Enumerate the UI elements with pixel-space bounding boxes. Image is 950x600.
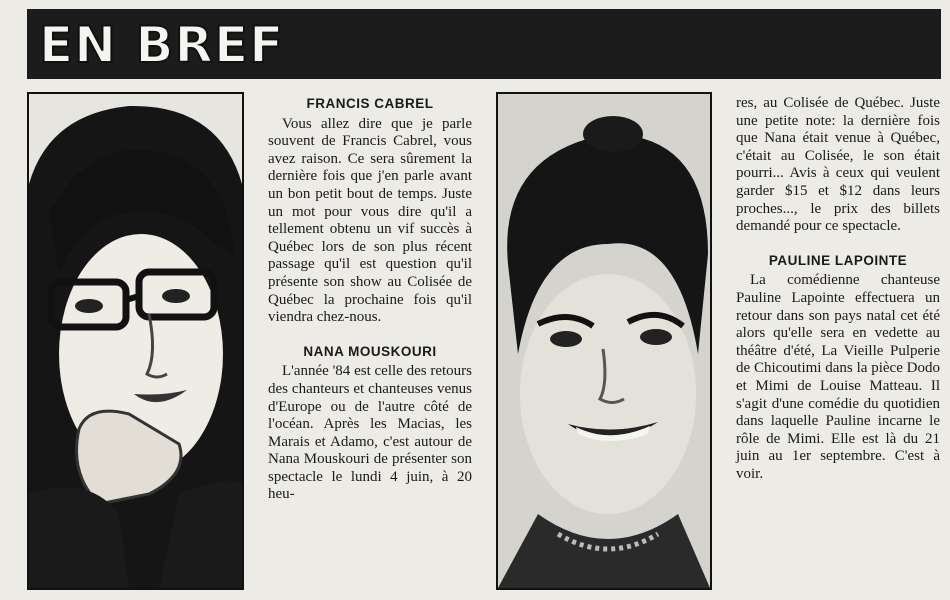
- text-column-left: [268, 95, 472, 504]
- article-body-lapointe: La comédienne chanteuse Pauline Lapointe effectuera un retour dans son pays natal cet été alors qu'elle sera en vedette au théâtre d'été, La Vieille Pulperie de Chicoutimi dans la pièce Dodo et Mimi de Louise Matteau. Il s'agit d'une comédie du quotidien dans laquelle Pauline incarne le rôle de Mimi. Elle est là du 21 juin au 1er septembre. C'est à voir.: [736, 272, 940, 482]
- article-body-mouskouri: L'année '84 est celle des retours des chanteurs et chanteuses venus d'Europe ou de l'autre côté de l'océan. Après les Macias, les Marais et Adamo, c'est autour de Nana Mouskouri de présenter son spectacle le lundi 4 juin, à 20 heu-: [268, 363, 472, 503]
- headline-lapointe: PAULINE LAPOINTE: [768, 252, 908, 268]
- section-banner: [27, 9, 941, 79]
- photo-nana-mouskouri: [27, 92, 244, 590]
- portrait-photo-icon: [29, 94, 242, 588]
- text-column-right: [736, 95, 940, 483]
- headline-mouskouri: NANA MOUSKOURI: [303, 343, 437, 359]
- portrait-photo-icon: [498, 94, 710, 588]
- article-body-mouskouri-continued: res, au Colisée de Québec. Juste une petite note: la dernière fois que Nana était venue à Québec, c'était au Colisée, le son était pourri... Avis à ceux qui veulent garder $15 et $12 dans leurs proches..., le prix des billets demandé pour ce spectacle.: [736, 95, 940, 235]
- headline-cabrel: FRANCIS CABREL: [306, 96, 434, 111]
- photo-pauline-lapointe: [496, 92, 712, 590]
- article-body-cabrel: Vous allez dire que je parle souvent de Francis Cabrel, vous avez raison. Ce sera sûrement la dernière fois que j'en parle avant un bon petit bout de temps. Juste un mot pour vous dire qu'il a tellement obtenu un vif succès à Québec lors de son plus récent passage qu'il est question qu'il présente son show au Colisée de Québec la prochaine fois qu'il viendra chez-nous.: [268, 115, 472, 326]
- section-title: EN BREF: [39, 16, 285, 74]
